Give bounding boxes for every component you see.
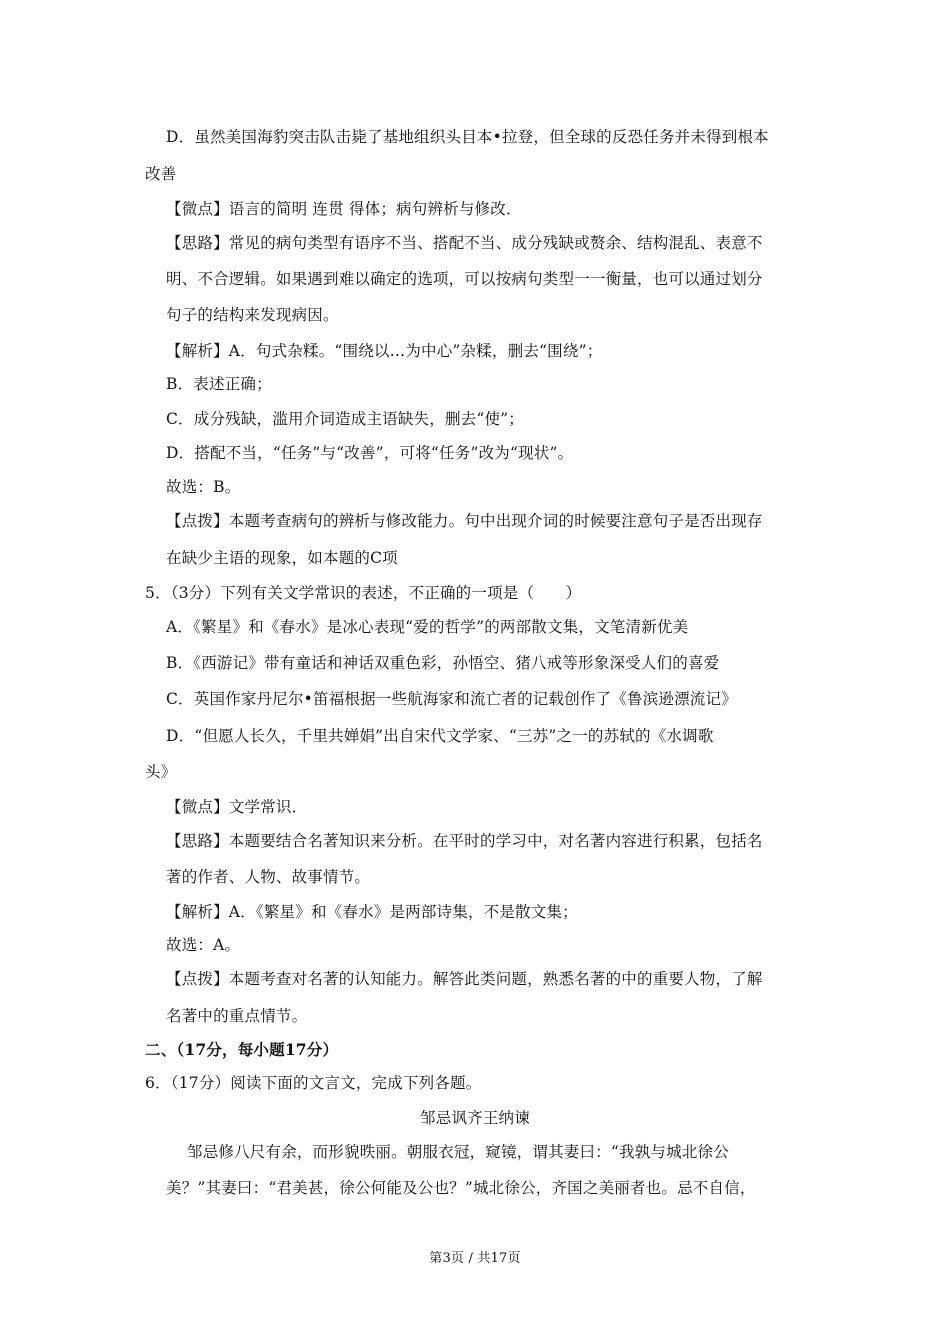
q5-option-c: C．英国作家丹尼尔•笛福根据一些航海家和流亡者的记载创作了《鲁滨逊漂流记》 [166, 690, 737, 708]
silu-q4-line1: 【思路】常见的病句类型有语序不当、搭配不当、成分残缺或赘余、结构混乱、表意不 [166, 234, 763, 252]
jiexi-q4-b: B．表述正确； [166, 375, 272, 393]
section-heading-2: 二、（17分，每小题17分） [145, 1040, 339, 1059]
q5-option-d: D．“但愿人长久，千里共婵娟”出自宋代文学家、“三苏”之一的苏轼的《水调歌 [166, 727, 714, 745]
q5-option-a: A．《繁星》和《春水》是冰心表现“爱的哲学”的两部散文集，文笔清新优美 [166, 618, 689, 636]
answer-q5: 故选：A。 [166, 936, 241, 954]
passage-line2: 美？”其妻曰：“君美甚，徐公何能及公也？”城北徐公，齐国之美丽者也。忌不自信， [166, 1179, 756, 1197]
silu-q5-line1: 【思路】本题要结合名著知识来分析。在平时的学习中，对名著内容进行积累，包括名 [166, 832, 763, 850]
jiexi-q5: 【解析】A．《繁星》和《春水》是两部诗集，不是散文集； [166, 903, 578, 921]
dianbo-q5-line2: 名著中的重点情节。 [166, 1007, 308, 1025]
dianbo-q4-line2: 在缺少主语的现象，如本题的C项 [166, 549, 398, 567]
option-d-line: D．虽然美国海豹突击队击毙了基地组织头目本•拉登，但全球的反恐任务并未得到根本 [166, 128, 769, 146]
silu-q4-line3: 句子的结构来发现病因。 [166, 306, 339, 324]
answer-q4: 故选：B。 [166, 478, 241, 496]
jiexi-q4-c: C．成分残缺，滥用介词造成主语缺失，删去“使”； [166, 410, 525, 428]
dianbo-q4-line1: 【点拨】本题考查病句的辨析与修改能力。句中出现介词的时候要注意句子是否出现存 [166, 512, 763, 530]
page-footer: 第3页 / 共17页 [429, 1251, 521, 1266]
dianbo-q5-line1: 【点拨】本题考查对名著的认知能力。解答此类问题，熟悉名著的中的重要人物，了解 [166, 970, 763, 988]
jiexi-q4-d: D．搭配不当，“任务”与“改善”，可将“任务”改为“现状”。 [166, 444, 574, 462]
question-5: 5．（3分）下列有关文学常识的表述，不正确的一项是（ ） [145, 584, 582, 602]
silu-q5-line2: 著的作者、人物、故事情节。 [166, 868, 371, 886]
passage-line1: 邹忌修八尺有余，而形貌昳丽。朝服衣冠，窥镜，谓其妻曰：“我孰与城北徐公 [187, 1143, 729, 1161]
passage-title: 邹忌讽齐王纳谏 [420, 1109, 530, 1127]
weidian-q4: 【微点】语言的简明 连贯 得体；病句辨析与修改． [166, 200, 522, 218]
option-d-continuation: 改善 [145, 165, 177, 183]
q5-option-b: B．《西游记》带有童话和神话双重色彩，孙悟空、猪八戒等形象深受人们的喜爱 [166, 654, 720, 672]
q5-option-d-continuation: 头》 [145, 763, 177, 781]
jiexi-q4-a: 【解析】A．句式杂糅。“围绕以…为中心”杂糅，删去“围绕”； [166, 342, 603, 360]
weidian-q5: 【微点】文学常识． [166, 798, 308, 816]
silu-q4-line2: 明、不合逻辑。如果遇到难以确定的选项，可以按病句类型一一衡量，也可以通过划分 [166, 270, 763, 288]
question-6: 6．（17分）阅读下面的文言文，完成下列各题。 [145, 1074, 482, 1092]
